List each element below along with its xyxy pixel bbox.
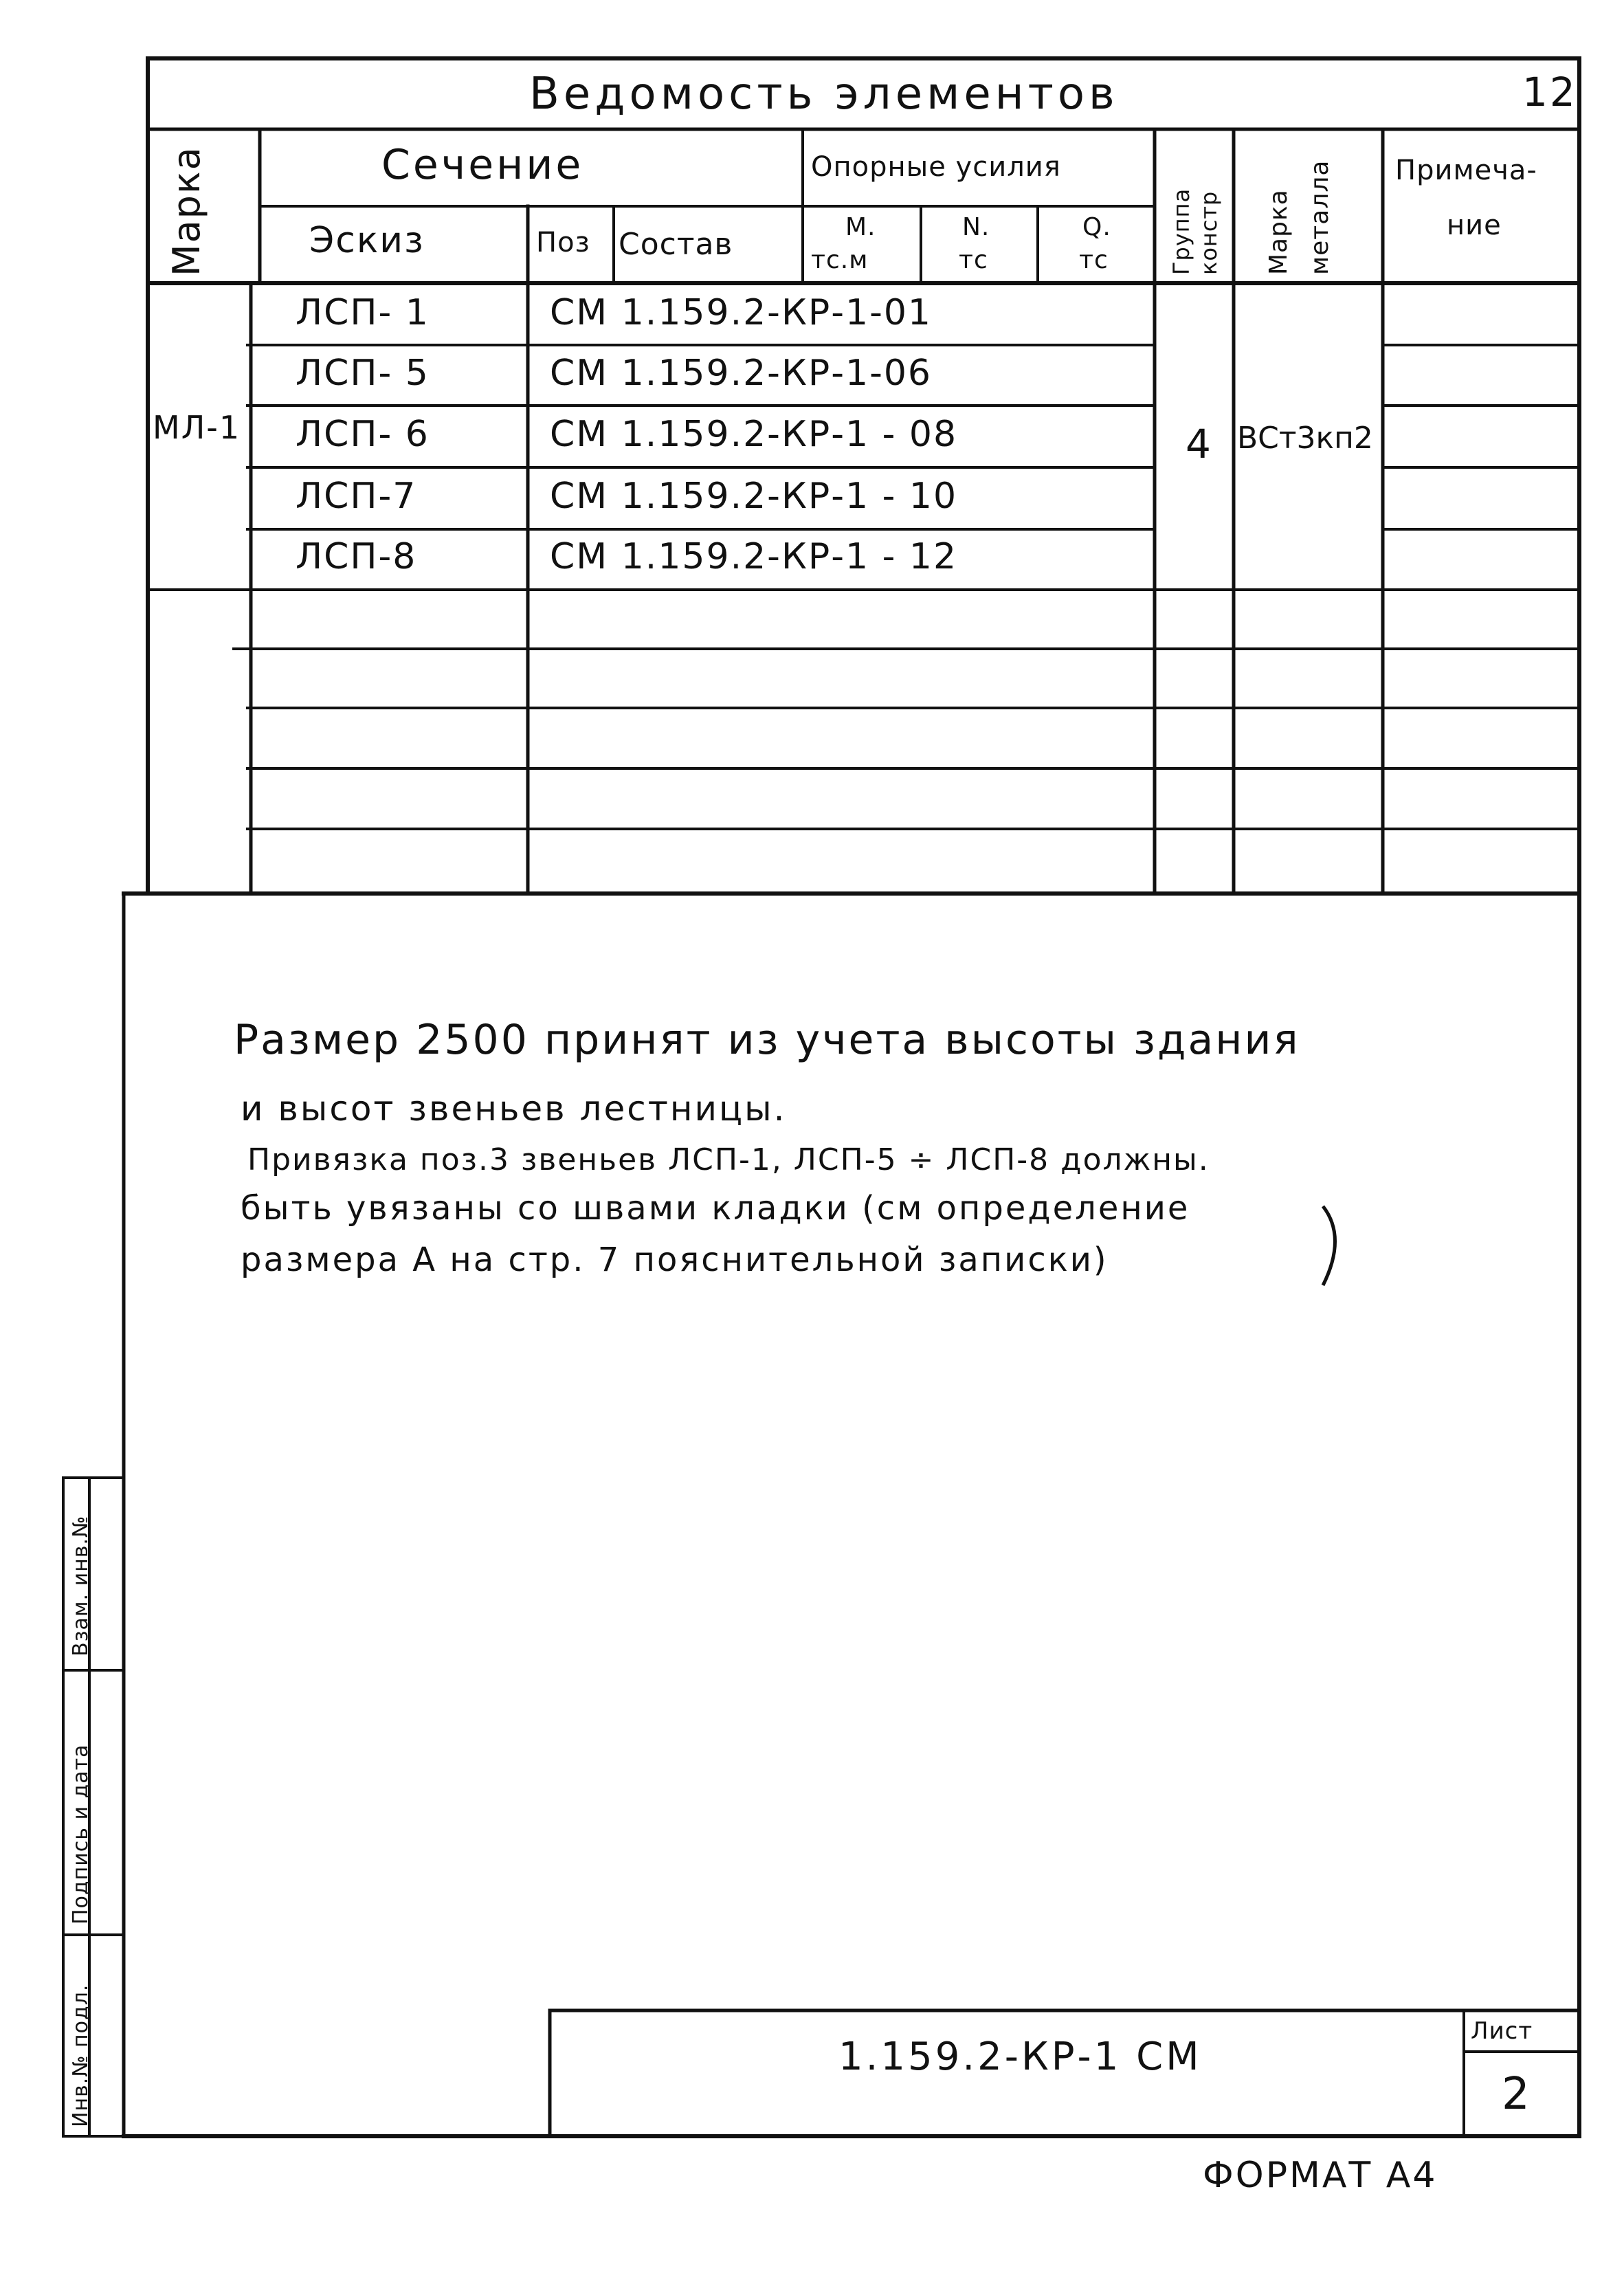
steel-grade: ВСт3кп2 bbox=[1237, 421, 1373, 456]
header-sketch: Эскиз bbox=[309, 220, 425, 261]
row-sketch: ЛСП- 6 bbox=[296, 414, 430, 455]
row-composition: СМ 1.159.2-КР-1 - 08 bbox=[550, 414, 958, 455]
header-group-line2: констр bbox=[1196, 190, 1222, 275]
row-composition: СМ 1.159.2-КР-1-06 bbox=[550, 353, 932, 394]
row-sketch: ЛСП-7 bbox=[296, 476, 417, 517]
header-steel-line1: Марка bbox=[1265, 189, 1293, 275]
sheet-label: Лист bbox=[1471, 2017, 1533, 2045]
header-composition: Состав bbox=[619, 227, 733, 262]
note-line-1: Размер 2500 принят из учета высоты здания bbox=[234, 1016, 1300, 1064]
doc-designation: 1.159.2-КР-1 СМ bbox=[838, 2034, 1202, 2079]
header-note-line1: Примеча- bbox=[1395, 155, 1537, 186]
sheet-title: Ведомость элементов bbox=[529, 69, 1119, 120]
page-number: 12 bbox=[1522, 69, 1577, 115]
stamp-inv-replace: Взам. инв.№ bbox=[69, 1515, 93, 1656]
header-force-n-unit: тс bbox=[959, 246, 988, 274]
element-mark: МЛ-1 bbox=[153, 409, 241, 446]
sheet-number: 2 bbox=[1502, 2069, 1531, 2120]
note-line-4: быть увязаны со швами кладки (см определение bbox=[241, 1189, 1190, 1228]
paper-format: ФОРМАТ А4 bbox=[1203, 2155, 1438, 2196]
stamp-sign-date: Подпись и дата bbox=[69, 1744, 93, 1925]
header-force-m-unit: тс.м bbox=[811, 246, 869, 274]
row-composition: СМ 1.159.2-КР-1 - 12 bbox=[550, 536, 958, 577]
note-line-3: Привязка поз.3 звеньев ЛСП-1, ЛСП-5 ÷ ЛСП-8 должны. bbox=[247, 1142, 1210, 1177]
row-sketch: ЛСП- 5 bbox=[296, 353, 430, 394]
header-pos: Поз bbox=[536, 227, 590, 258]
note-line-2: и высот звеньев лестницы. bbox=[241, 1089, 787, 1129]
header-section: Сечение bbox=[381, 141, 584, 189]
header-force-m: М. bbox=[845, 213, 876, 241]
header-force-n: N. bbox=[962, 213, 990, 241]
row-composition: СМ 1.159.2-КР-1 - 10 bbox=[550, 476, 958, 517]
header-force-q-unit: тс bbox=[1079, 246, 1109, 274]
header-marka: Марка bbox=[165, 146, 208, 276]
header-group-line1: Группа bbox=[1168, 188, 1194, 275]
row-composition: СМ 1.159.2-КР-1-01 bbox=[550, 292, 932, 333]
header-note-line2: ние bbox=[1447, 210, 1502, 241]
closing-paren-mark bbox=[1323, 1206, 1335, 1285]
header-force-q: Q. bbox=[1082, 213, 1111, 241]
header-steel-line2: металла bbox=[1306, 159, 1334, 275]
stamp-inv-original: Инв.№ подл. bbox=[69, 1984, 93, 2127]
row-sketch: ЛСП-8 bbox=[296, 536, 417, 577]
note-line-5: размера А на стр. 7 пояснительной записки) bbox=[241, 1241, 1109, 1279]
row-sketch: ЛСП- 1 bbox=[296, 292, 430, 333]
construction-group: 4 bbox=[1186, 421, 1212, 467]
header-support-forces: Опорные усилия bbox=[811, 151, 1061, 183]
